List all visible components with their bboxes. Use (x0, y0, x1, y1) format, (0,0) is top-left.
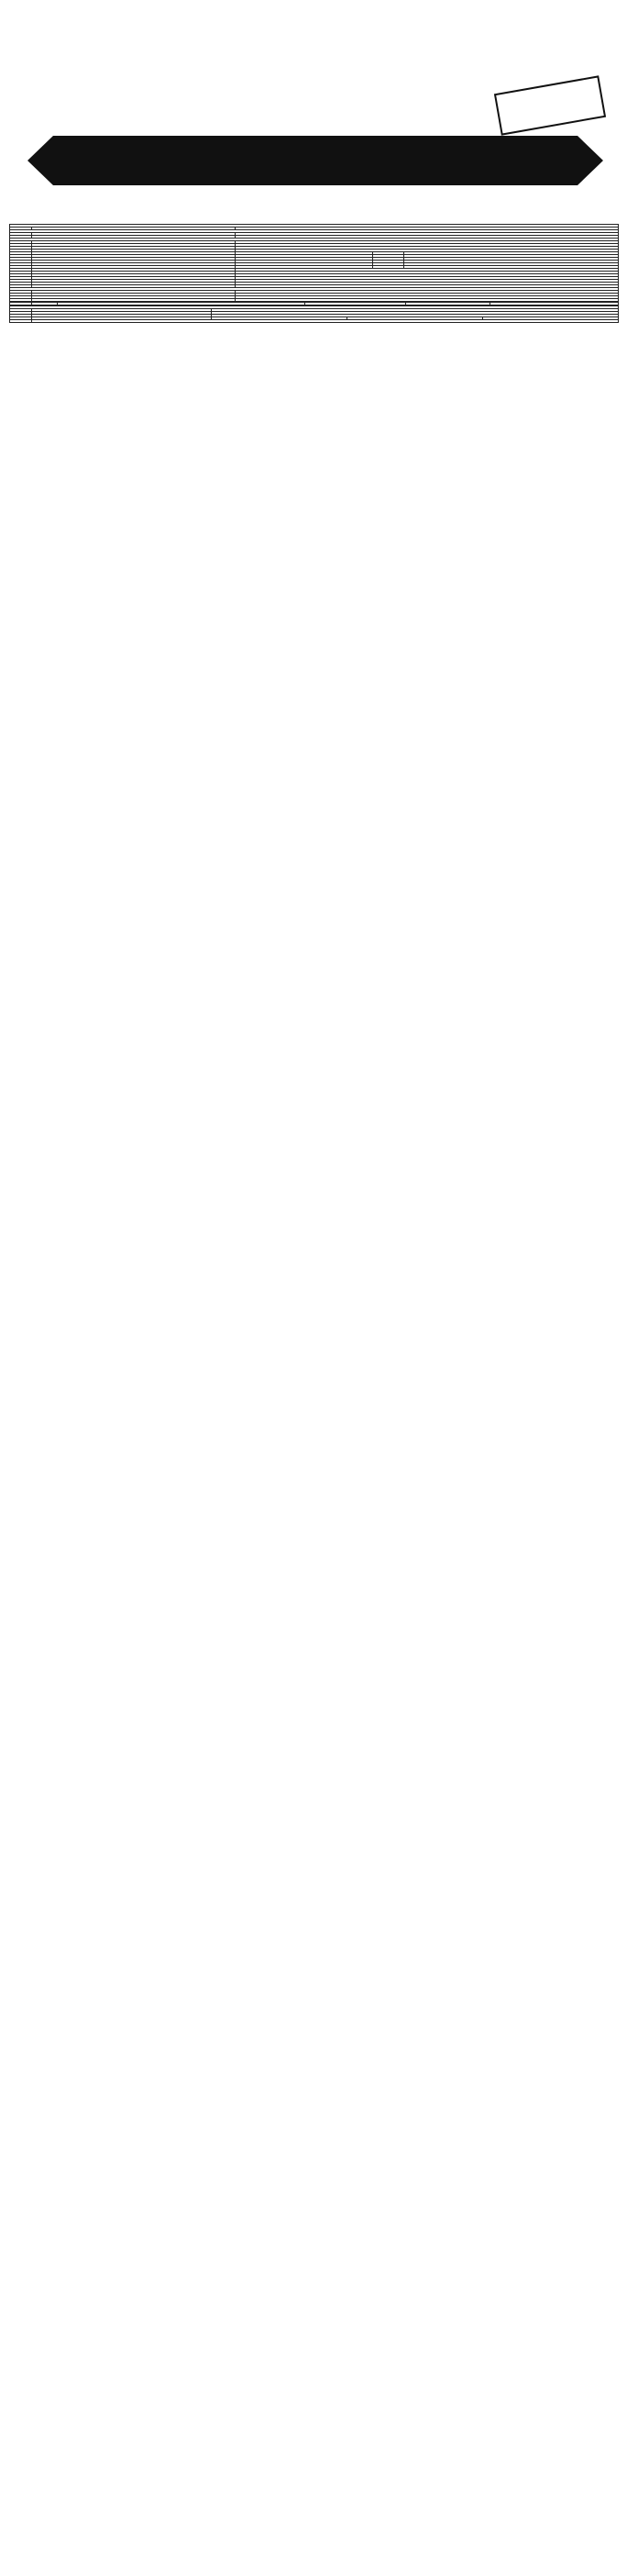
anti-corruption-stamp (494, 75, 606, 135)
banner-title (28, 136, 603, 185)
tender-info-table (9, 224, 619, 302)
title-banner (28, 136, 603, 185)
stamp-line-1 (496, 78, 597, 95)
stamp-line-2 (496, 78, 597, 95)
procuring-entity-table (9, 305, 619, 323)
tender-table-wrapper (9, 224, 618, 323)
table-row (10, 320, 619, 323)
